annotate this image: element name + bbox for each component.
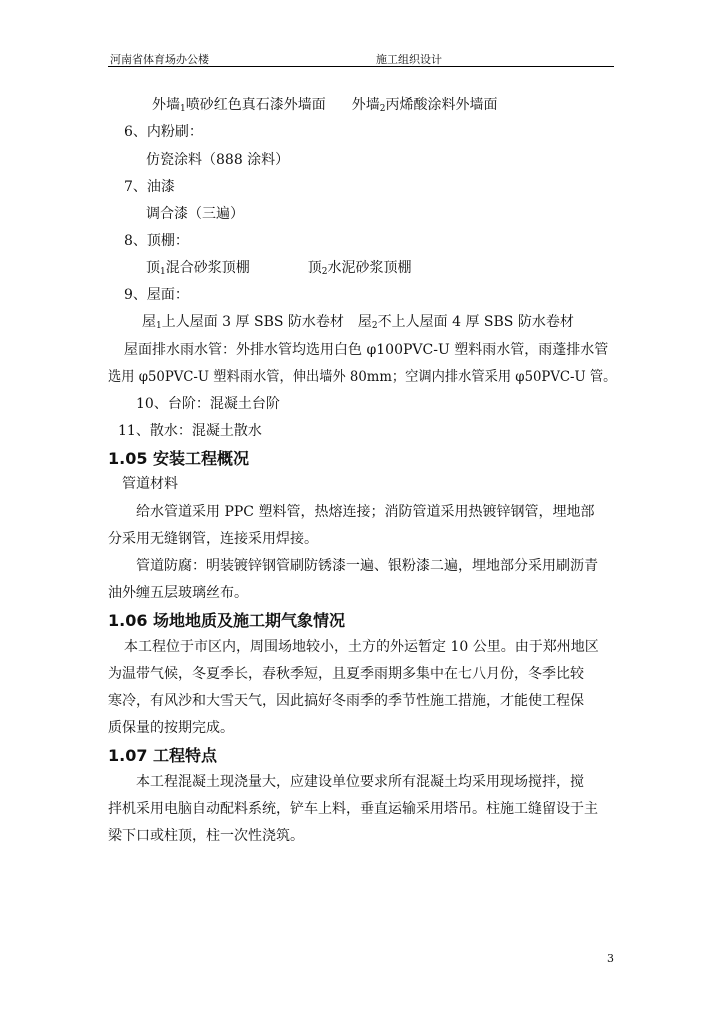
section-6-title: 6、内粉刷： xyxy=(124,124,203,140)
ceiling2-prefix: 顶 xyxy=(307,260,322,276)
pipes-para1-line1: 给水管道采用 PPC 塑料管，热熔连接；消防管道采用热镀锌钢管，埋地部 xyxy=(136,504,595,520)
page-header xyxy=(108,50,614,67)
ceiling1-sub: 1 xyxy=(160,267,166,277)
section-8-title: 8、顶棚： xyxy=(124,233,189,249)
header-project-name: 河南省体育场办公楼 xyxy=(110,53,209,66)
section-6-text: 仿瓷涂料（888 涂料） xyxy=(146,152,290,168)
pipes-title: 管道材料 xyxy=(122,476,178,492)
site-line-4: 质保量的按期完成。 xyxy=(108,720,234,736)
site-line-2: 为温带气候，冬夏季长，春秋季短，且夏季雨期多集中在七八月份，冬季比较 xyxy=(108,666,584,682)
ceiling2-text: 水泥砂浆顶棚 xyxy=(327,260,412,276)
wall2-prefix: 外墙 xyxy=(351,97,380,113)
features-line-1: 本工程混凝土现浇量大，应建设单位要求所有混凝土均采用现场搅拌，搅 xyxy=(136,774,584,790)
roof2-prefix: 屋 xyxy=(357,314,372,330)
pipes-para2-line2: 油外缠五层玻璃丝布。 xyxy=(108,585,248,601)
roof1-text: 上人屋面 3 厚 SBS 防水卷材 xyxy=(161,314,344,330)
drainage-line-1: 屋面排水雨水管：外排水管均选用白色 φ100PVC-U 塑料雨水管，雨蓬排水管 xyxy=(124,342,609,358)
heading-1-05: 1.05 安装工程概况 xyxy=(108,449,250,468)
roof2-text: 不上人屋面 4 厚 SBS 防水卷材 xyxy=(377,314,574,330)
site-line-3: 寒冷，有风沙和大雪天气，因此搞好冬雨季的季节性施工措施，才能使工程保 xyxy=(108,693,584,709)
heading-1-06: 1.06 场地地质及施工期气象情况 xyxy=(108,611,346,630)
wall2-sub: 2 xyxy=(379,104,386,114)
section-10: 10、台阶：混凝土台阶 xyxy=(136,396,280,412)
roof1-sub: 1 xyxy=(156,321,162,331)
site-line-1: 本工程位于市区内，周围场地较小，土方的外运暂定 10 公里。由于郑州地区 xyxy=(124,639,599,655)
header-document-title: 施工组织设计 xyxy=(376,53,442,66)
wall1-prefix: 外墙 xyxy=(152,97,180,113)
exterior-wall-line xyxy=(152,95,497,119)
roof-line xyxy=(142,312,574,336)
roof1-prefix: 屋 xyxy=(142,314,156,330)
page-number: 3 xyxy=(607,952,614,965)
ceiling1-text: 混合砂浆顶棚 xyxy=(165,260,250,276)
heading-1-07: 1.07 工程特点 xyxy=(108,746,218,765)
features-line-2: 拌机采用电脑自动配料系统，铲车上料，垂直运输采用塔吊。柱施工缝留设于主 xyxy=(108,801,598,817)
drainage-line-2: 选用 φ50PVC-U 塑料雨水管，伸出墙外 80mm；空调内排水管采用 φ50PVC-U 管。 xyxy=(108,369,617,385)
pipes-para1-line2: 分采用无缝钢管，连接采用焊接。 xyxy=(108,531,318,547)
wall1-sub: 1 xyxy=(180,104,186,114)
wall1-text: 喷砂红色真石漆外墙面 xyxy=(185,97,326,113)
ceiling-line xyxy=(146,258,411,282)
wall2-text: 丙烯酸涂料外墙面 xyxy=(385,97,498,113)
section-11: 11、散水：混凝土散水 xyxy=(118,423,262,439)
roof2-sub: 2 xyxy=(371,321,378,331)
ceiling2-sub: 2 xyxy=(321,267,328,277)
section-7-text: 调合漆（三遍） xyxy=(146,206,244,222)
ceiling1-prefix: 顶 xyxy=(146,260,160,276)
pipes-para2-line1: 管道防腐：明装镀锌钢管刷防锈漆一遍、银粉漆二遍，埋地部分采用刷沥青 xyxy=(136,558,598,574)
features-line-3: 梁下口或柱顶，柱一次性浇筑。 xyxy=(108,828,304,844)
section-9-title: 9、屋面： xyxy=(124,287,189,303)
section-7-title: 7、油漆 xyxy=(124,179,175,195)
